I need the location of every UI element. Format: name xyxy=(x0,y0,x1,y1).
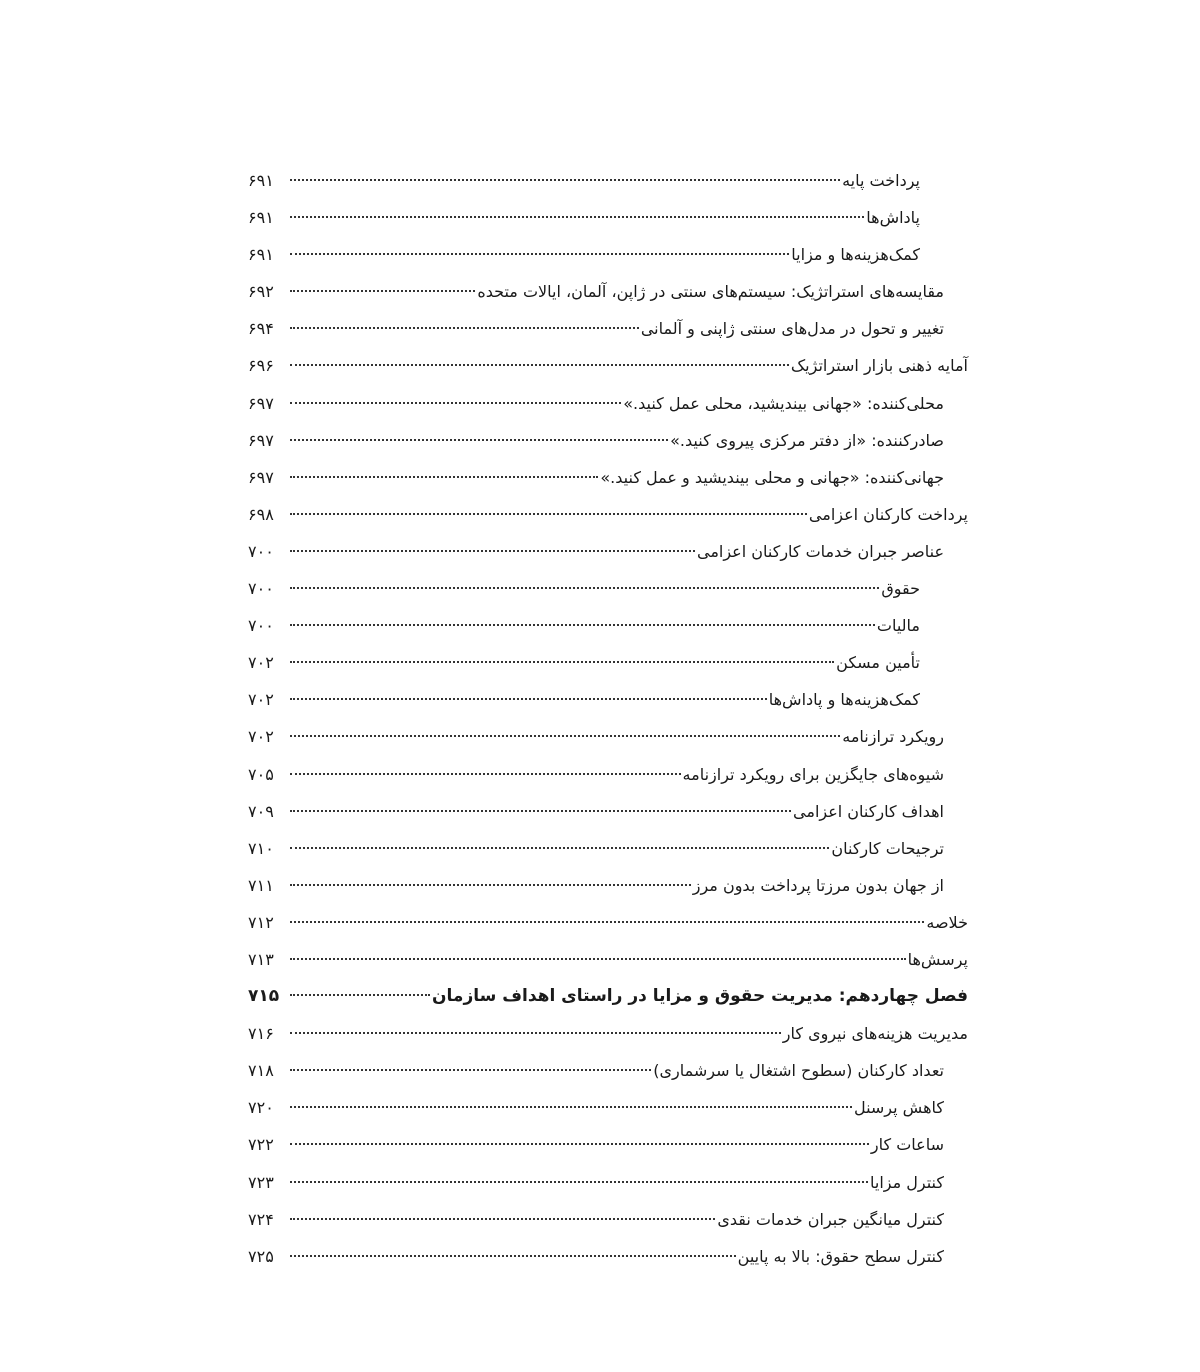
toc-page-number: ۶۹۶ xyxy=(248,356,274,376)
dot-leader xyxy=(290,179,840,181)
toc-entry-title: حقوق xyxy=(881,579,920,599)
toc-entry-title: محلی‌کننده: «جهانی بیندیشید، محلی عمل کنید.» xyxy=(623,393,944,413)
toc-entry-title: رویکرد ترازنامه xyxy=(842,727,944,747)
dot-leader xyxy=(290,439,668,441)
toc-entry xyxy=(248,385,968,422)
toc-page-number: ۷۲۳ xyxy=(248,1172,274,1192)
toc-entry-title: تغییر و تحول در مدل‌های سنتی ژاپنی و آلمانی xyxy=(640,319,944,339)
toc-entry-title: فصل چهاردهم: مدیریت حقوق و مزایا در راستای اهداف سازمان xyxy=(432,986,968,1007)
toc-page-number: ۷۱۸ xyxy=(248,1061,274,1081)
toc-entry-title: تأمین مسکن xyxy=(836,653,920,673)
toc-entry-title: کاهش پرسنل xyxy=(853,1098,944,1118)
dot-leader xyxy=(290,402,621,404)
toc-entry xyxy=(248,830,968,867)
toc-page-number: ۷۰۲ xyxy=(248,690,274,710)
toc-entry xyxy=(248,1201,968,1238)
toc-entry xyxy=(248,422,968,459)
toc-page-number: ۷۱۲ xyxy=(248,912,274,932)
toc-entry-title: کمک‌هزینه‌ها و مزایا xyxy=(791,245,920,265)
dot-leader xyxy=(290,773,681,775)
dot-leader xyxy=(290,735,840,737)
toc-entry xyxy=(248,681,968,718)
toc-page-number: ۶۹۷ xyxy=(248,393,274,413)
toc-entry-title: پرداخت کارکنان اعزامی xyxy=(808,504,968,524)
toc-entry xyxy=(248,756,968,793)
toc-entry-title: مدیریت هزینه‌های نیروی کار xyxy=(782,1024,968,1044)
toc-entry xyxy=(248,496,968,533)
toc-page-number: ۶۹۴ xyxy=(248,319,274,339)
toc-page-number: ۷۱۱ xyxy=(248,875,274,895)
dot-leader xyxy=(290,810,791,812)
toc-page-number: ۶۹۸ xyxy=(248,504,274,524)
toc-entry xyxy=(248,1015,968,1052)
toc-entry xyxy=(248,1052,968,1089)
toc-entry xyxy=(248,162,968,199)
dot-leader xyxy=(290,1143,869,1145)
toc-entry xyxy=(248,199,968,236)
toc-entry xyxy=(248,310,968,347)
toc-entry xyxy=(248,941,968,978)
toc-entry xyxy=(248,236,968,273)
dot-leader xyxy=(290,624,875,626)
toc-page-number: ۷۱۶ xyxy=(248,1024,274,1044)
dot-leader xyxy=(290,587,879,589)
toc-entry-title: از جهان بدون مرزتا پرداخت بدون مرز xyxy=(692,875,944,895)
toc-entry xyxy=(248,347,968,384)
toc-entry xyxy=(248,793,968,830)
toc-page-number: ۷۲۰ xyxy=(248,1098,274,1118)
dot-leader xyxy=(290,550,695,552)
toc-entry xyxy=(248,1089,968,1126)
toc-page-number: ۶۹۱ xyxy=(248,171,274,190)
toc-page-number: ۷۰۲ xyxy=(248,653,274,673)
toc-entry-title: ساعات کار xyxy=(870,1135,944,1155)
toc-entry xyxy=(248,718,968,755)
dot-leader xyxy=(290,1106,852,1108)
toc-entry-title: اهداف کارکنان اعزامی xyxy=(793,801,944,821)
dot-leader xyxy=(290,1218,715,1220)
toc-page-number: ۷۱۰ xyxy=(248,838,274,858)
toc-entry xyxy=(248,273,968,310)
dot-leader xyxy=(290,958,906,960)
toc-entry-title: عناصر جبران خدمات کارکنان اعزامی xyxy=(696,541,944,561)
toc-page-number: ۷۰۵ xyxy=(248,764,274,784)
dot-leader xyxy=(290,1069,651,1071)
toc-entry xyxy=(248,904,968,941)
dot-leader xyxy=(290,698,767,700)
toc-page-number: ۷۰۲ xyxy=(248,727,274,747)
toc-page-number: ۷۲۴ xyxy=(248,1209,274,1229)
dot-leader xyxy=(290,884,691,886)
toc-page-number: ۷۱۵ xyxy=(248,986,280,1007)
toc-page-number: ۶۹۱ xyxy=(248,208,274,228)
toc-entry-title: خلاصه xyxy=(926,912,968,932)
toc-entry xyxy=(248,459,968,496)
toc-page-number: ۷۲۲ xyxy=(248,1135,274,1155)
toc-entry xyxy=(248,607,968,644)
toc-entry-title: کنترل سطح حقوق: بالا به پایین xyxy=(737,1246,944,1266)
dot-leader xyxy=(290,364,789,366)
toc-page-number: ۶۹۲ xyxy=(248,282,274,302)
dot-leader xyxy=(290,1255,736,1257)
dot-leader xyxy=(290,253,789,255)
dot-leader xyxy=(290,1181,868,1183)
toc-entry-title: صادرکننده: «از دفتر مرکزی پیروی کنید.» xyxy=(670,430,944,450)
toc-entry-title: کنترل مزایا xyxy=(870,1172,944,1192)
toc-page-number: ۷۰۰ xyxy=(248,579,274,599)
toc-page-number: ۷۰۹ xyxy=(248,801,274,821)
toc-page-number: ۷۰۰ xyxy=(248,616,274,636)
dot-leader xyxy=(290,921,924,923)
dot-leader xyxy=(290,216,864,218)
dot-leader xyxy=(290,513,807,515)
toc-entry-title: پاداش‌ها xyxy=(866,208,920,228)
toc-entry xyxy=(248,867,968,904)
toc-entry-title: کنترل میانگین جبران خدمات نقدی xyxy=(717,1209,944,1229)
toc-chapter-heading xyxy=(248,978,968,1015)
dot-leader xyxy=(290,994,430,996)
toc-entry-title: کمک‌هزینه‌ها و پاداش‌ها xyxy=(768,690,920,710)
toc-entry-title: آمایه ذهنی بازار استراتژیک xyxy=(790,356,968,376)
toc-entry-title: ترجیحات کارکنان xyxy=(831,838,944,858)
table-of-contents xyxy=(248,162,968,1275)
toc-entry-title: مالیات xyxy=(876,616,920,636)
toc-entry-title: پرداخت پایه xyxy=(842,171,920,190)
dot-leader xyxy=(290,661,834,663)
toc-entry-title: تعداد کارکنان (سطوح اشتغال یا سرشماری) xyxy=(653,1061,944,1081)
dot-leader xyxy=(290,327,639,329)
dot-leader xyxy=(290,290,475,292)
toc-entry xyxy=(248,570,968,607)
toc-page-number: ۷۱۳ xyxy=(248,949,274,969)
toc-entry xyxy=(248,1164,968,1201)
toc-entry-title: شیوه‌های جایگزین برای رویکرد ترازنامه xyxy=(682,764,944,784)
toc-page-number: ۶۹۷ xyxy=(248,467,274,487)
toc-page-number: ۷۲۵ xyxy=(248,1246,274,1266)
dot-leader xyxy=(290,1032,781,1034)
dot-leader xyxy=(290,476,598,478)
toc-entry-title: پرسش‌ها xyxy=(907,949,968,969)
toc-entry xyxy=(248,1238,968,1275)
toc-entry xyxy=(248,533,968,570)
dot-leader xyxy=(290,847,829,849)
toc-page-number: ۶۹۱ xyxy=(248,245,274,265)
toc-entry-title: جهانی‌کننده: «جهانی و محلی بیندیشید و عمل کنید.» xyxy=(600,467,944,487)
toc-entry xyxy=(248,644,968,681)
toc-page-number: ۶۹۷ xyxy=(248,430,274,450)
toc-entry xyxy=(248,1126,968,1163)
toc-entry-title: مقایسه‌های استراتژیک: سیستم‌های سنتی در ژاپن، آلمان، ایالات متحده xyxy=(477,282,944,302)
toc-page-number: ۷۰۰ xyxy=(248,541,274,561)
